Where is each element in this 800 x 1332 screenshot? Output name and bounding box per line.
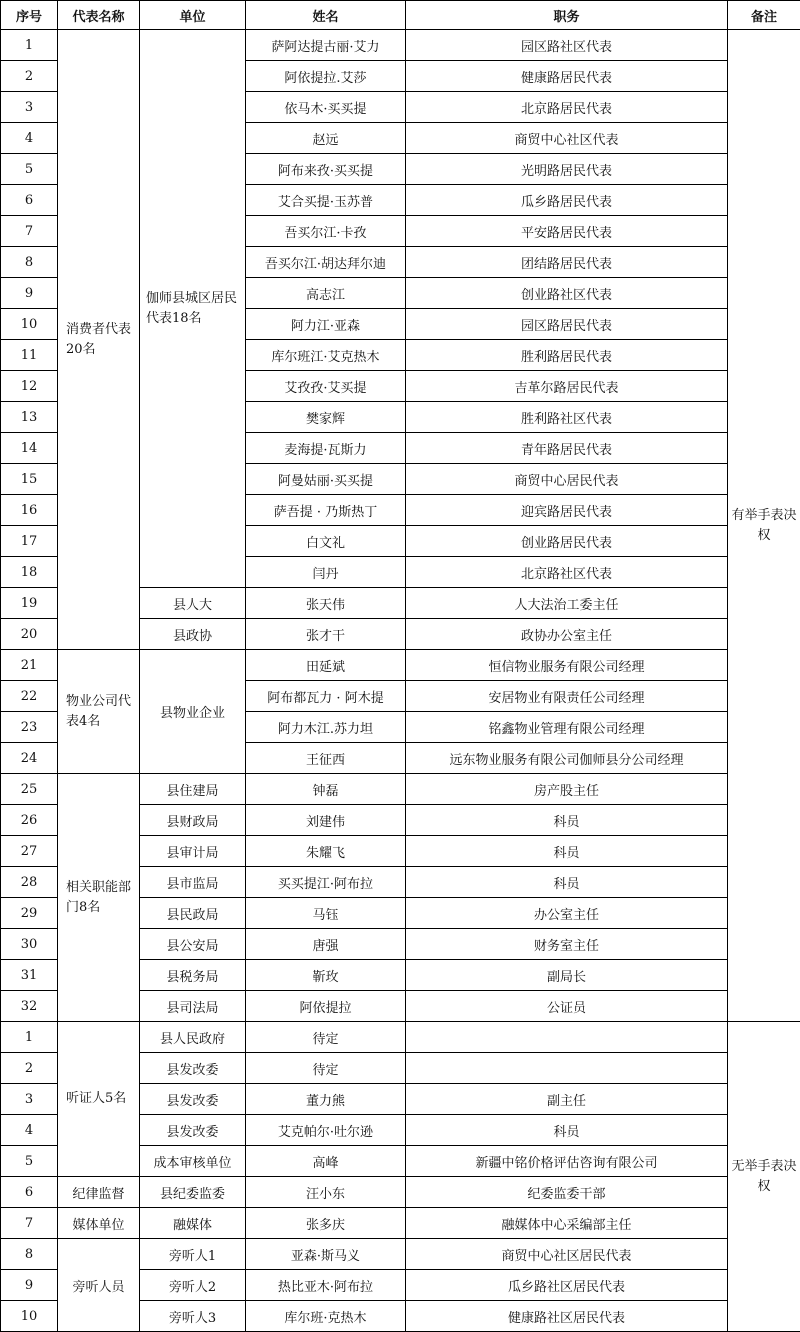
unit-cell: 县市监局 xyxy=(140,867,246,898)
duty-cell: 副主任 xyxy=(406,1084,728,1115)
seq-cell: 26 xyxy=(1,805,58,836)
name-cell: 高峰 xyxy=(246,1146,406,1177)
name-cell: 阿力木江.苏力坦 xyxy=(246,712,406,743)
duty-cell xyxy=(406,1053,728,1084)
seq-cell: 4 xyxy=(1,1115,58,1146)
name-cell: 朱耀飞 xyxy=(246,836,406,867)
name-cell: 萨吾提 · 乃斯热丁 xyxy=(246,495,406,526)
seq-cell: 9 xyxy=(1,278,58,309)
seq-cell: 31 xyxy=(1,960,58,991)
seq-cell: 4 xyxy=(1,123,58,154)
name-cell: 艾克帕尔·吐尔逊 xyxy=(246,1115,406,1146)
seq-cell: 25 xyxy=(1,774,58,805)
name-cell: 待定 xyxy=(246,1053,406,1084)
seq-cell: 5 xyxy=(1,1146,58,1177)
name-cell: 田延斌 xyxy=(246,650,406,681)
name-cell: 马钰 xyxy=(246,898,406,929)
duty-cell: 政协办公室主任 xyxy=(406,619,728,650)
name-cell: 阿布来孜·买买提 xyxy=(246,154,406,185)
unit-cell: 县纪委监委 xyxy=(140,1177,246,1208)
duty-cell: 商贸中心社区代表 xyxy=(406,123,728,154)
seq-cell: 2 xyxy=(1,61,58,92)
name-cell: 阿力江·亚森 xyxy=(246,309,406,340)
duty-cell: 副局长 xyxy=(406,960,728,991)
duty-cell: 瓜乡路社区居民代表 xyxy=(406,1270,728,1301)
seq-cell: 6 xyxy=(1,1177,58,1208)
duty-cell: 健康路居民代表 xyxy=(406,61,728,92)
duty-cell xyxy=(406,1022,728,1053)
name-cell: 钟磊 xyxy=(246,774,406,805)
seq-cell: 29 xyxy=(1,898,58,929)
duty-cell: 科员 xyxy=(406,836,728,867)
duty-cell: 科员 xyxy=(406,1115,728,1146)
seq-cell: 14 xyxy=(1,433,58,464)
seq-cell: 15 xyxy=(1,464,58,495)
header-name: 姓名 xyxy=(246,1,406,30)
seq-cell: 21 xyxy=(1,650,58,681)
name-cell: 艾合买提·玉苏普 xyxy=(246,185,406,216)
duty-cell: 科员 xyxy=(406,805,728,836)
duty-cell: 健康路社区居民代表 xyxy=(406,1301,728,1332)
name-cell: 张天伟 xyxy=(246,588,406,619)
unit-cell: 融媒体 xyxy=(140,1208,246,1239)
unit-cell: 县发改委 xyxy=(140,1053,246,1084)
seq-cell: 10 xyxy=(1,309,58,340)
duty-cell: 恒信物业服务有限公司经理 xyxy=(406,650,728,681)
duty-cell: 迎宾路居民代表 xyxy=(406,495,728,526)
unit-city-residents: 伽师县城区居民代表18名 xyxy=(140,30,246,588)
seq-cell: 11 xyxy=(1,340,58,371)
header-row xyxy=(1,1,800,30)
seq-cell: 1 xyxy=(1,30,58,61)
duty-cell: 北京路居民代表 xyxy=(406,92,728,123)
name-cell: 阿依提拉 xyxy=(246,991,406,1022)
name-cell: 阿依提拉.艾莎 xyxy=(246,61,406,92)
name-cell: 亚森·斯马义 xyxy=(246,1239,406,1270)
unit-cell: 县住建局 xyxy=(140,774,246,805)
unit-cell: 县司法局 xyxy=(140,991,246,1022)
duty-cell: 融媒体中心采编部主任 xyxy=(406,1208,728,1239)
unit-cell: 县公安局 xyxy=(140,929,246,960)
duty-cell: 新疆中铭价格评估咨询有限公司 xyxy=(406,1146,728,1177)
remark-voting: 有举手表决权 xyxy=(728,30,800,1022)
duty-cell: 瓜乡路居民代表 xyxy=(406,185,728,216)
name-cell: 萨阿达提古丽·艾力 xyxy=(246,30,406,61)
duty-cell: 公证员 xyxy=(406,991,728,1022)
duty-cell: 园区路居民代表 xyxy=(406,309,728,340)
name-cell: 库尔班·克热木 xyxy=(246,1301,406,1332)
duty-cell: 远东物业服务有限公司伽师县分公司经理 xyxy=(406,743,728,774)
unit-cell: 县人民政府 xyxy=(140,1022,246,1053)
name-cell: 樊家辉 xyxy=(246,402,406,433)
header-seq: 序号 xyxy=(1,1,58,30)
name-cell: 吾买尔江·卡孜 xyxy=(246,216,406,247)
group-consumer: 消费者代表20名 xyxy=(58,30,140,650)
group-audit: 旁听人员 xyxy=(58,1239,140,1332)
unit-cell: 县税务局 xyxy=(140,960,246,991)
seq-cell: 10 xyxy=(1,1301,58,1332)
unit-cell: 县财政局 xyxy=(140,805,246,836)
seq-cell: 7 xyxy=(1,216,58,247)
seq-cell: 27 xyxy=(1,836,58,867)
group-property: 物业公司代表4名 xyxy=(58,650,140,774)
unit-cell: 旁听人1 xyxy=(140,1239,246,1270)
unit-cell: 县发改委 xyxy=(140,1115,246,1146)
name-cell: 白文礼 xyxy=(246,526,406,557)
seq-cell: 1 xyxy=(1,1022,58,1053)
duty-cell: 团结路居民代表 xyxy=(406,247,728,278)
duty-cell: 安居物业有限责任公司经理 xyxy=(406,681,728,712)
duty-cell: 铭鑫物业管理有限公司经理 xyxy=(406,712,728,743)
name-cell: 依马木·买买提 xyxy=(246,92,406,123)
duty-cell: 创业路社区代表 xyxy=(406,278,728,309)
table-row xyxy=(1,1239,800,1270)
name-cell: 闫丹 xyxy=(246,557,406,588)
group-hearing: 听证人5名 xyxy=(58,1022,140,1177)
group-media: 媒体单位 xyxy=(58,1208,140,1239)
unit-property-company: 县物业企业 xyxy=(140,650,246,774)
seq-cell: 12 xyxy=(1,371,58,402)
table-row xyxy=(1,774,800,805)
seq-cell: 16 xyxy=(1,495,58,526)
seq-cell: 3 xyxy=(1,1084,58,1115)
header-remark: 备注 xyxy=(728,1,800,30)
name-cell: 阿曼姑丽·买买提 xyxy=(246,464,406,495)
seq-cell: 7 xyxy=(1,1208,58,1239)
group-discipline: 纪律监督 xyxy=(58,1177,140,1208)
seq-cell: 13 xyxy=(1,402,58,433)
name-cell: 汪小东 xyxy=(246,1177,406,1208)
remark-non-voting: 无举手表决权 xyxy=(728,1022,800,1332)
duty-cell: 商贸中心居民代表 xyxy=(406,464,728,495)
duty-cell: 胜利路社区代表 xyxy=(406,402,728,433)
duty-cell: 园区路社区代表 xyxy=(406,30,728,61)
duty-cell: 财务室主任 xyxy=(406,929,728,960)
duty-cell: 平安路居民代表 xyxy=(406,216,728,247)
name-cell: 唐强 xyxy=(246,929,406,960)
name-cell: 库尔班江·艾克热木 xyxy=(246,340,406,371)
seq-cell: 32 xyxy=(1,991,58,1022)
seq-cell: 30 xyxy=(1,929,58,960)
unit-cell: 旁听人3 xyxy=(140,1301,246,1332)
duty-cell: 办公室主任 xyxy=(406,898,728,929)
duty-cell: 商贸中心社区居民代表 xyxy=(406,1239,728,1270)
seq-cell: 23 xyxy=(1,712,58,743)
seq-cell: 24 xyxy=(1,743,58,774)
seq-cell: 5 xyxy=(1,154,58,185)
name-cell: 王征西 xyxy=(246,743,406,774)
name-cell: 张多庆 xyxy=(246,1208,406,1239)
duty-cell: 胜利路居民代表 xyxy=(406,340,728,371)
seq-cell: 18 xyxy=(1,557,58,588)
table-row xyxy=(1,1022,800,1053)
duty-cell: 房产股主任 xyxy=(406,774,728,805)
seq-cell: 22 xyxy=(1,681,58,712)
header-duty: 职务 xyxy=(406,1,728,30)
seq-cell: 3 xyxy=(1,92,58,123)
name-cell: 待定 xyxy=(246,1022,406,1053)
table-row xyxy=(1,30,800,61)
name-cell: 董力熊 xyxy=(246,1084,406,1115)
header-rep-type: 代表名称 xyxy=(58,1,140,30)
duty-cell: 吉革尔路居民代表 xyxy=(406,371,728,402)
seq-cell: 6 xyxy=(1,185,58,216)
seq-cell: 2 xyxy=(1,1053,58,1084)
name-cell: 张才干 xyxy=(246,619,406,650)
seq-cell: 8 xyxy=(1,247,58,278)
name-cell: 高志江 xyxy=(246,278,406,309)
name-cell: 吾买尔江·胡达拜尔迪 xyxy=(246,247,406,278)
seq-cell: 8 xyxy=(1,1239,58,1270)
name-cell: 靳玫 xyxy=(246,960,406,991)
table-row xyxy=(1,1208,800,1239)
name-cell: 热比亚木·阿布拉 xyxy=(246,1270,406,1301)
unit-cell: 旁听人2 xyxy=(140,1270,246,1301)
name-cell: 阿布都瓦力 · 阿木提 xyxy=(246,681,406,712)
name-cell: 麦海提·瓦斯力 xyxy=(246,433,406,464)
seq-cell: 19 xyxy=(1,588,58,619)
duty-cell: 光明路居民代表 xyxy=(406,154,728,185)
duty-cell: 创业路居民代表 xyxy=(406,526,728,557)
name-cell: 买买提江·阿布拉 xyxy=(246,867,406,898)
duty-cell: 科员 xyxy=(406,867,728,898)
seq-cell: 20 xyxy=(1,619,58,650)
unit-cell: 县发改委 xyxy=(140,1084,246,1115)
unit-cell: 县政协 xyxy=(140,619,246,650)
seq-cell: 17 xyxy=(1,526,58,557)
group-depts: 相关职能部门8名 xyxy=(58,774,140,1022)
name-cell: 刘建伟 xyxy=(246,805,406,836)
table-row xyxy=(1,650,800,681)
unit-cell: 县人大 xyxy=(140,588,246,619)
unit-cell: 县民政局 xyxy=(140,898,246,929)
duty-cell: 北京路社区代表 xyxy=(406,557,728,588)
name-cell: 艾孜孜·艾买提 xyxy=(246,371,406,402)
table-row xyxy=(1,1177,800,1208)
seq-cell: 28 xyxy=(1,867,58,898)
name-cell: 赵远 xyxy=(246,123,406,154)
unit-cell: 成本审核单位 xyxy=(140,1146,246,1177)
duty-cell: 纪委监委干部 xyxy=(406,1177,728,1208)
duty-cell: 青年路居民代表 xyxy=(406,433,728,464)
seq-cell: 9 xyxy=(1,1270,58,1301)
header-unit: 单位 xyxy=(140,1,246,30)
duty-cell: 人大法治工委主任 xyxy=(406,588,728,619)
unit-cell: 县审计局 xyxy=(140,836,246,867)
